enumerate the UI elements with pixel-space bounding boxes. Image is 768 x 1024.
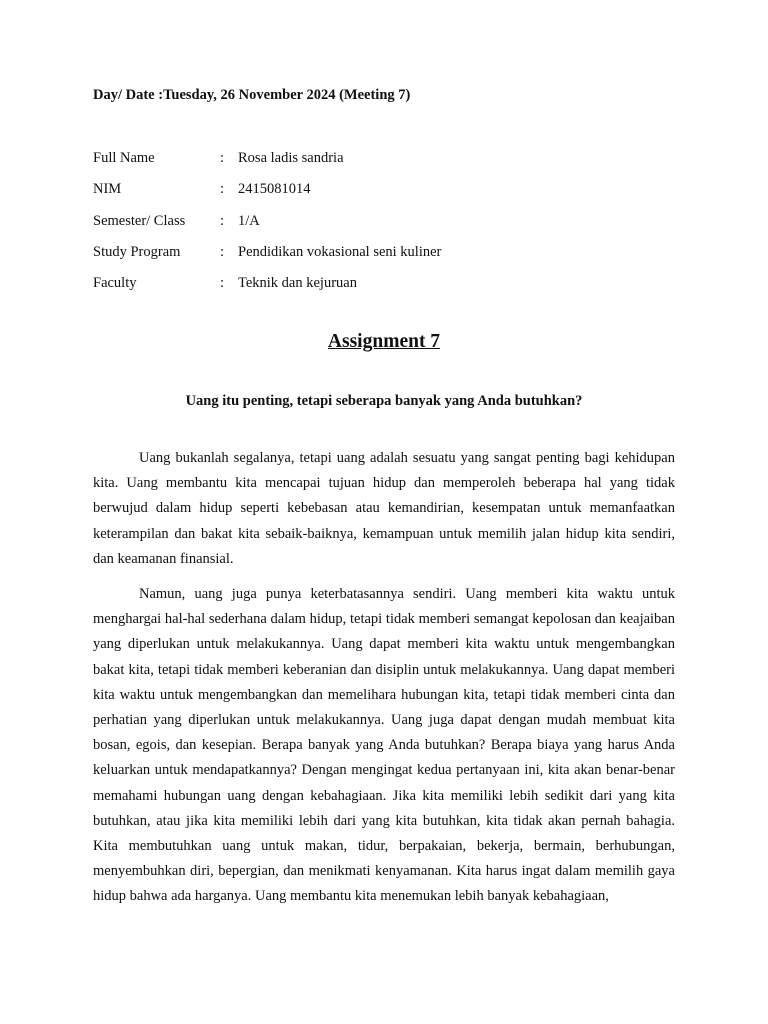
info-value: Rosa ladis sandria: [238, 150, 344, 166]
info-label: Semester/ Class: [93, 212, 186, 229]
info-colon: :: [220, 150, 225, 166]
info-colon: :: [220, 181, 225, 198]
info-label: Study Program: [93, 243, 181, 260]
info-label: Full Name: [93, 150, 155, 166]
paragraph: Namun, uang juga punya keterbatasannya sendiri. Uang memberi kita waktu untuk menghargai hal-hal sederhana dalam hidup, tetapi tidak memberi semangat kepolosan dan keajaiban yang diperlukan untuk melakukannya. Uang dapat memberi kita waktu untuk mengembangkan bakat kita, tetapi tidak memberi keberanian dan disiplin untuk melakukannya. Uang dapat memberi kita waktu untuk mengembangkan dan memelihara hubungan kita, tetapi tidak memberi cinta dan perhatian yang diperlukan untuk melakukannya. Uang juga dapat dengan mudah membuat kita bosan, egois, dan kesepian. Berapa banyak yang Anda butuhkan? Berapa biaya yang harus Anda keluarkan untuk mendapatkannya? Dengan mengingat kedua pertanyaan ini, kita akan benar-benar memahami hubungan uang dengan kebahagiaan. Jika kita memiliki lebih sedikit dari yang kita butuhkan, atau jika kita memiliki lebih dari yang kita butuhkan, kita tidak akan pernah bahagia. Kita membutuhkan uang untuk makan, tidur, berpakaian, bekerja, bermain, berhubungan, menyembuhkan diri, bepergian, dan menikmati kenyamanan. Kita harus ingat dalam memilih gaya hidup bahwa ada harganya. Uang membantu kita menemukan lebih banyak kebahagiaan,: [93, 586, 675, 905]
info-label: Faculty: [93, 275, 137, 292]
assignment-subtitle: Uang itu penting, tetapi seberapa banyak yang Anda butuhkan?: [185, 393, 583, 409]
paragraph: Uang bukanlah segalanya, tetapi uang adalah sesuatu yang sangat penting bagi kehidupan kita. Uang membantu kita mencapai tujuan hidup dan memperoleh beberapa hal yang tidak berwujud dalam hidup seperti kebebasan atau kemandirian, kesempatan untuk memanfaatkan keterampilan dan bakat kita sebaik-baiknya, kemampuan untuk memilih jalan hidup kita sendiri, dan keamanan finansial.: [93, 450, 675, 567]
info-colon: :: [220, 243, 225, 260]
info-label: NIM: [93, 181, 122, 198]
info-colon: :: [220, 275, 225, 292]
date-line: Day/ Date :Tuesday, 26 November 2024 (Meeting 7): [93, 87, 411, 103]
info-value: 1/A: [238, 212, 260, 229]
info-value: Teknik dan kejuruan: [238, 275, 357, 292]
info-value: Pendidikan vokasional seni kuliner: [238, 243, 442, 260]
essay-body: [93, 446, 675, 920]
assignment-title: Assignment 7: [327, 331, 441, 352]
info-value: 2415081014: [238, 181, 311, 198]
info-colon: :: [220, 212, 225, 229]
